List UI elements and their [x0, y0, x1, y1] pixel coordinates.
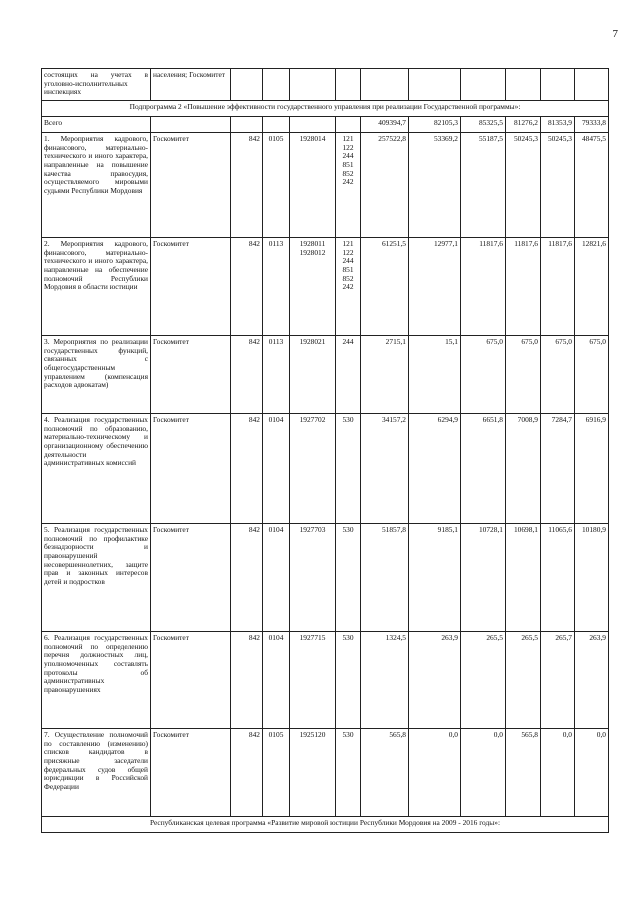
- row-executor: Госкомитет: [151, 238, 231, 336]
- footer-title-row: [42, 817, 609, 833]
- row-value: 10698,1: [506, 524, 541, 632]
- row-name: 5. Реализация государственных полномочий по профилактике безнадзорности и правонарушений несовершеннолетних, защите прав и законных интересов детей и подростков: [42, 524, 151, 632]
- row-vr: 121 122 244 851 852 242: [336, 133, 361, 238]
- budget-table: [41, 68, 609, 833]
- row-csr: 1928011 1928012: [290, 238, 336, 336]
- row-executor: Госкомитет: [151, 133, 231, 238]
- row-value: 675,0: [575, 336, 609, 414]
- row-name: состоящих на учетах в уголовно-исполнительных инспекциях: [42, 69, 151, 101]
- row-value: 61251,5: [361, 238, 409, 336]
- total-value: 409394,7: [361, 117, 409, 133]
- row-vr: 530: [336, 524, 361, 632]
- row-csr: 1928021: [290, 336, 336, 414]
- row-value: 6651,8: [461, 414, 506, 524]
- row-value: 11817,6: [506, 238, 541, 336]
- table-row: [42, 336, 609, 414]
- row-value: 6916,9: [575, 414, 609, 524]
- row-grbs: 842: [231, 133, 263, 238]
- row-vr: 121 122 244 851 852 242: [336, 238, 361, 336]
- total-row: [42, 117, 609, 133]
- row-vr: 244: [336, 336, 361, 414]
- footer-title: Республиканская целевая программа «Развитие мировой юстиции Республики Мордовия на 2009 - 2016 годы»:: [42, 817, 609, 833]
- row-value: 265,5: [461, 632, 506, 729]
- row-value: 53369,2: [409, 133, 461, 238]
- row-executor: Госкомитет: [151, 524, 231, 632]
- total-value: 81276,2: [506, 117, 541, 133]
- row-csr: 1928014: [290, 133, 336, 238]
- row-name: 4. Реализация государственных полномочий по образованию, материально-техническому и организационному обеспечению деятельности административных комиссий: [42, 414, 151, 524]
- row-value: 48475,5: [575, 133, 609, 238]
- row-rzpr: 0104: [263, 524, 290, 632]
- row-executor: населения; Госкомитет: [151, 69, 231, 101]
- row-rzpr: 0105: [263, 729, 290, 817]
- row-value: 0,0: [461, 729, 506, 817]
- row-value: 265,5: [506, 632, 541, 729]
- row-rzpr: 0104: [263, 632, 290, 729]
- total-label: Всего: [42, 117, 151, 133]
- row-value: 50245,3: [541, 133, 575, 238]
- row-grbs: 842: [231, 632, 263, 729]
- row-value: 2715,1: [361, 336, 409, 414]
- table-row: [42, 238, 609, 336]
- row-name: 1. Мероприятия кадрового, финансового, материально-технического и иного характера, направленные на повышение качества правосудия, осуществляемого мировыми судьями Республики Мордовия: [42, 133, 151, 238]
- total-value: 82105,3: [409, 117, 461, 133]
- row-value: 675,0: [506, 336, 541, 414]
- row-csr: 1927703: [290, 524, 336, 632]
- row-value: 50245,3: [506, 133, 541, 238]
- row-rzpr: 0104: [263, 414, 290, 524]
- row-rzpr: 0105: [263, 133, 290, 238]
- row-grbs: 842: [231, 414, 263, 524]
- table-row: [42, 632, 609, 729]
- row-csr: 1927715: [290, 632, 336, 729]
- row-value: 51857,8: [361, 524, 409, 632]
- row-name: 3. Мероприятия по реализации государственных функций, связанных с общегосударственным управлением (компенсация расходов адвокатам): [42, 336, 151, 414]
- total-value: 81353,9: [541, 117, 575, 133]
- row-executor: Госкомитет: [151, 414, 231, 524]
- row-value: 9185,1: [409, 524, 461, 632]
- row-value: 675,0: [541, 336, 575, 414]
- row-name: 2. Мероприятия кадрового, финансового, материально-технического и иного характера, направленные на обеспечение полномочий Республики Мордовия в области юстиции: [42, 238, 151, 336]
- row-csr: 1925120: [290, 729, 336, 817]
- row-value: 565,8: [361, 729, 409, 817]
- row-value: 257522,8: [361, 133, 409, 238]
- row-vr: 530: [336, 632, 361, 729]
- row-rzpr: 0113: [263, 238, 290, 336]
- row-executor: Госкомитет: [151, 729, 231, 817]
- page-number: 7: [612, 28, 618, 40]
- row-value: 12821,6: [575, 238, 609, 336]
- row-csr: 1927702: [290, 414, 336, 524]
- row-value: 11817,6: [461, 238, 506, 336]
- table-row: [42, 414, 609, 524]
- row-value: 12977,1: [409, 238, 461, 336]
- row-value: 7008,9: [506, 414, 541, 524]
- row-value: 11065,6: [541, 524, 575, 632]
- row-value: 10728,1: [461, 524, 506, 632]
- table-row: [42, 133, 609, 238]
- subprogram-title-row: [42, 101, 609, 117]
- row-value: 6294,9: [409, 414, 461, 524]
- row-grbs: 842: [231, 336, 263, 414]
- row-grbs: 842: [231, 729, 263, 817]
- row-value: 263,9: [575, 632, 609, 729]
- row-executor: Госкомитет: [151, 336, 231, 414]
- row-value: 10180,9: [575, 524, 609, 632]
- row-vr: 530: [336, 414, 361, 524]
- row-name: 7. Осуществление полномочий по составлению (изменению) списков кандидатов в присяжные заседатели федеральных судов общей юрисдикции в Российской Федерации: [42, 729, 151, 817]
- table-row-continuation: [42, 69, 609, 101]
- row-value: 15,1: [409, 336, 461, 414]
- row-value: 34157,2: [361, 414, 409, 524]
- row-value: 565,8: [506, 729, 541, 817]
- table-row: [42, 729, 609, 817]
- row-grbs: 842: [231, 238, 263, 336]
- budget-table-body: [42, 69, 609, 833]
- row-value: 1324,5: [361, 632, 409, 729]
- row-value: 7284,7: [541, 414, 575, 524]
- row-value: 0,0: [575, 729, 609, 817]
- row-rzpr: 0113: [263, 336, 290, 414]
- row-grbs: 842: [231, 524, 263, 632]
- table-row: [42, 524, 609, 632]
- row-value: 11817,6: [541, 238, 575, 336]
- row-name: 6. Реализация государственных полномочий по определению перечня должностных лиц, уполномоченных составлять протоколы об административных правонарушениях: [42, 632, 151, 729]
- row-value: 265,7: [541, 632, 575, 729]
- row-value: 263,9: [409, 632, 461, 729]
- row-executor: Госкомитет: [151, 632, 231, 729]
- row-value: 0,0: [409, 729, 461, 817]
- total-value: 85325,5: [461, 117, 506, 133]
- total-value: 79333,8: [575, 117, 609, 133]
- row-value: 675,0: [461, 336, 506, 414]
- row-value: 55187,5: [461, 133, 506, 238]
- subprogram-title: Подпрограмма 2 «Повышение эффективности государственного управления при реализации Государственной программы»:: [42, 101, 609, 117]
- row-vr: 530: [336, 729, 361, 817]
- row-value: 0,0: [541, 729, 575, 817]
